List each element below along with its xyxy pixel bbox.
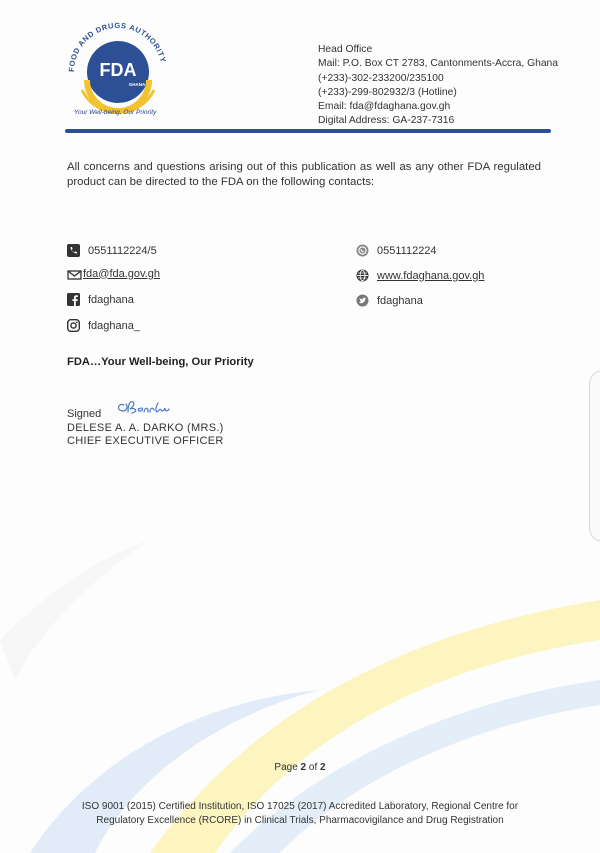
facebook-handle: fdaghana	[88, 293, 134, 306]
footer-accreditation	[40, 800, 560, 827]
slogan: FDA…Your Well-being, Our Priority	[67, 356, 254, 368]
head-office-block	[318, 43, 558, 129]
contact-website	[356, 269, 484, 282]
contact-facebook	[67, 293, 134, 306]
digital-address: Digital Address: GA-237-7316	[318, 115, 455, 127]
contact-email	[67, 267, 160, 280]
footer-line-2: Regulatory Excellence (RCORE) in Clinical Trials, Pharmacovigilance and Drug Registration	[96, 814, 504, 826]
contact-whatsapp	[356, 244, 437, 257]
whatsapp-number: 0551112224	[377, 244, 437, 257]
phone-number: 0551112224/5	[88, 244, 157, 257]
website-link[interactable]: www.fdaghana.gov.gh	[377, 269, 485, 282]
email-address: Email: fda@fdaghana.gov.gh	[318, 101, 451, 113]
twitter-handle: fdaghana	[377, 294, 423, 307]
signer-block	[67, 422, 224, 449]
phone-line-1: (+233)-302-233200/235100	[318, 72, 444, 84]
instagram-icon	[67, 319, 80, 332]
head-office-title: Head Office	[318, 44, 373, 55]
mail-icon	[67, 267, 80, 280]
svg-text:GHANA: GHANA	[128, 82, 146, 87]
signed-label: Signed	[67, 408, 102, 420]
globe-icon	[356, 269, 369, 282]
phone-line-2: (+233)-299-802932/3 (Hotline)	[318, 86, 457, 98]
instagram-handle: fdaghana_	[88, 319, 140, 332]
intro-paragraph: All concerns and questions arising out of this publication as well as any other FDA regulated product can be directed to the FDA on the following contacts:	[67, 161, 541, 188]
twitter-icon	[356, 294, 369, 307]
page-current: 2	[300, 762, 307, 773]
handwritten-signature	[114, 397, 180, 417]
page-edge-tab	[589, 370, 600, 542]
page-number: Page 2 of 2	[274, 762, 326, 773]
signer-name: DELESE A. A. DARKO (MRS.)	[67, 422, 224, 434]
whatsapp-icon	[356, 244, 369, 257]
footer-line-1: ISO 9001 (2015) Certified Institution, ISO 17025 (2017) Accredited Laboratory, Regional Centre for	[81, 801, 519, 812]
signer-role: CHIEF EXECUTIVE OFFICER	[67, 435, 224, 448]
contact-instagram	[67, 319, 140, 332]
email-link[interactable]: fda@fda.gov.gh	[83, 267, 161, 280]
header-divider	[65, 129, 551, 133]
page-total: 2	[320, 762, 326, 773]
contact-twitter	[356, 294, 423, 307]
facebook-icon	[67, 293, 80, 306]
contact-phone	[67, 244, 157, 257]
logo-tagline: Your Well-being, Our Priority	[74, 109, 157, 116]
svg-text:FDA: FDA	[99, 60, 137, 80]
fda-logo	[58, 20, 178, 120]
svg-text:FOOD AND DRUGS AUTHORITY: FOOD AND DRUGS AUTHORITY	[66, 20, 168, 73]
mail-address: Mail: P.O. Box CT 2783, Cantonments-Accra, Ghana	[318, 58, 558, 70]
phone-icon	[67, 244, 80, 257]
